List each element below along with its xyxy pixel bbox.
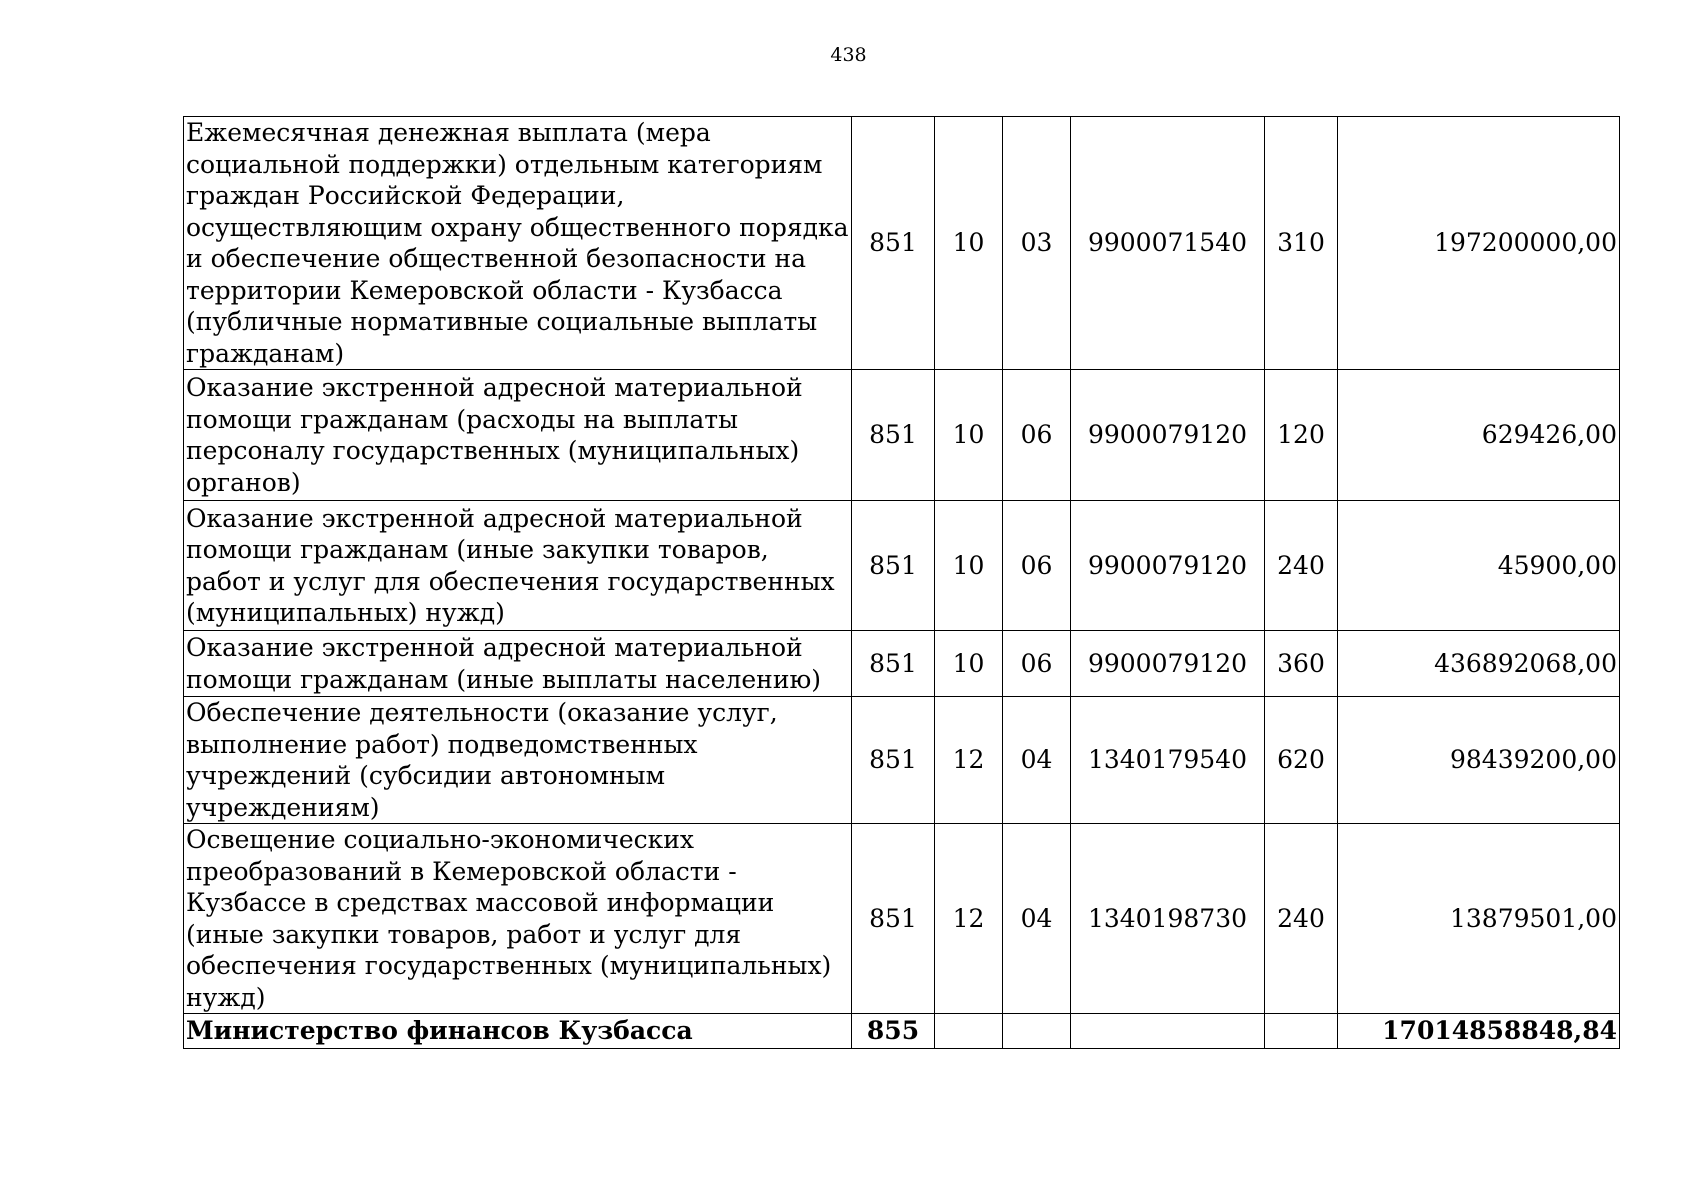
row-description: Освещение социально-экономических преобразований в Кемеровской области - Кузбассе в средствах массовой информации (иные закупки товаров, работ и услуг для обеспечения государственных (муниципальных) нужд) — [184, 824, 852, 1014]
amount-value: 197200000,00 — [1338, 117, 1620, 370]
total-expense-type-code — [1265, 1014, 1338, 1049]
subsection-code: 03 — [1003, 117, 1071, 370]
section-code: 12 — [935, 697, 1003, 824]
target-article-code: 9900079120 — [1071, 370, 1265, 501]
expense-type-code: 120 — [1265, 370, 1338, 501]
section-code: 12 — [935, 824, 1003, 1014]
amount-value: 45900,00 — [1338, 501, 1620, 631]
expense-type-code: 620 — [1265, 697, 1338, 824]
row-description: Обеспечение деятельности (оказание услуг, выполнение работ) подведомственных учреждений (субсидии автономным учреждениям) — [184, 697, 852, 824]
section-code: 10 — [935, 501, 1003, 631]
expense-type-code: 240 — [1265, 501, 1338, 631]
ministry-code: 851 — [852, 824, 935, 1014]
expense-type-code: 310 — [1265, 117, 1338, 370]
expense-type-code: 240 — [1265, 824, 1338, 1014]
total-description: Министерство финансов Кузбасса — [184, 1014, 852, 1049]
ministry-code: 851 — [852, 501, 935, 631]
subsection-code: 04 — [1003, 824, 1071, 1014]
subsection-code: 06 — [1003, 501, 1071, 631]
total-section-code — [935, 1014, 1003, 1049]
budget-table — [183, 116, 1620, 1049]
page-number: 438 — [830, 44, 867, 66]
table-row — [184, 370, 1620, 501]
section-code: 10 — [935, 370, 1003, 501]
expense-type-code: 360 — [1265, 631, 1338, 697]
row-description: Оказание экстренной адресной материальной помощи гражданам (иные выплаты населению) — [184, 631, 852, 697]
total-target-article-code — [1071, 1014, 1265, 1049]
total-amount-value: 17014858848,84 — [1338, 1014, 1620, 1049]
table-row — [184, 501, 1620, 631]
subsection-code: 06 — [1003, 631, 1071, 697]
total-subsection-code — [1003, 1014, 1071, 1049]
subsection-code: 04 — [1003, 697, 1071, 824]
ministry-code: 851 — [852, 370, 935, 501]
row-description: Оказание экстренной адресной материальной помощи гражданам (расходы на выплаты персоналу государственных (муниципальных) органов) — [184, 370, 852, 501]
subsection-code: 06 — [1003, 370, 1071, 501]
amount-value: 436892068,00 — [1338, 631, 1620, 697]
total-ministry-code: 855 — [852, 1014, 935, 1049]
amount-value: 629426,00 — [1338, 370, 1620, 501]
table-row — [184, 117, 1620, 370]
section-code: 10 — [935, 631, 1003, 697]
target-article-code: 9900071540 — [1071, 117, 1265, 370]
target-article-code: 1340198730 — [1071, 824, 1265, 1014]
table-row — [184, 697, 1620, 824]
ministry-code: 851 — [852, 697, 935, 824]
table-row — [184, 824, 1620, 1014]
section-code: 10 — [935, 117, 1003, 370]
target-article-code: 9900079120 — [1071, 501, 1265, 631]
target-article-code: 1340179540 — [1071, 697, 1265, 824]
ministry-code: 851 — [852, 117, 935, 370]
target-article-code: 9900079120 — [1071, 631, 1265, 697]
row-description: Ежемесячная денежная выплата (мера социальной поддержки) отдельным категориям граждан Российской Федерации, осуществляющим охрану общественного порядка и обеспечение общественной безопасности на территории Кемеровской области - Кузбасса (публичные нормативные социальные выплаты гражданам) — [184, 117, 852, 370]
ministry-code: 851 — [852, 631, 935, 697]
amount-value: 13879501,00 — [1338, 824, 1620, 1014]
amount-value: 98439200,00 — [1338, 697, 1620, 824]
row-description: Оказание экстренной адресной материальной помощи гражданам (иные закупки товаров, работ и услуг для обеспечения государственных (муниципальных) нужд) — [184, 501, 852, 631]
table-row — [184, 631, 1620, 697]
total-row — [184, 1014, 1620, 1049]
